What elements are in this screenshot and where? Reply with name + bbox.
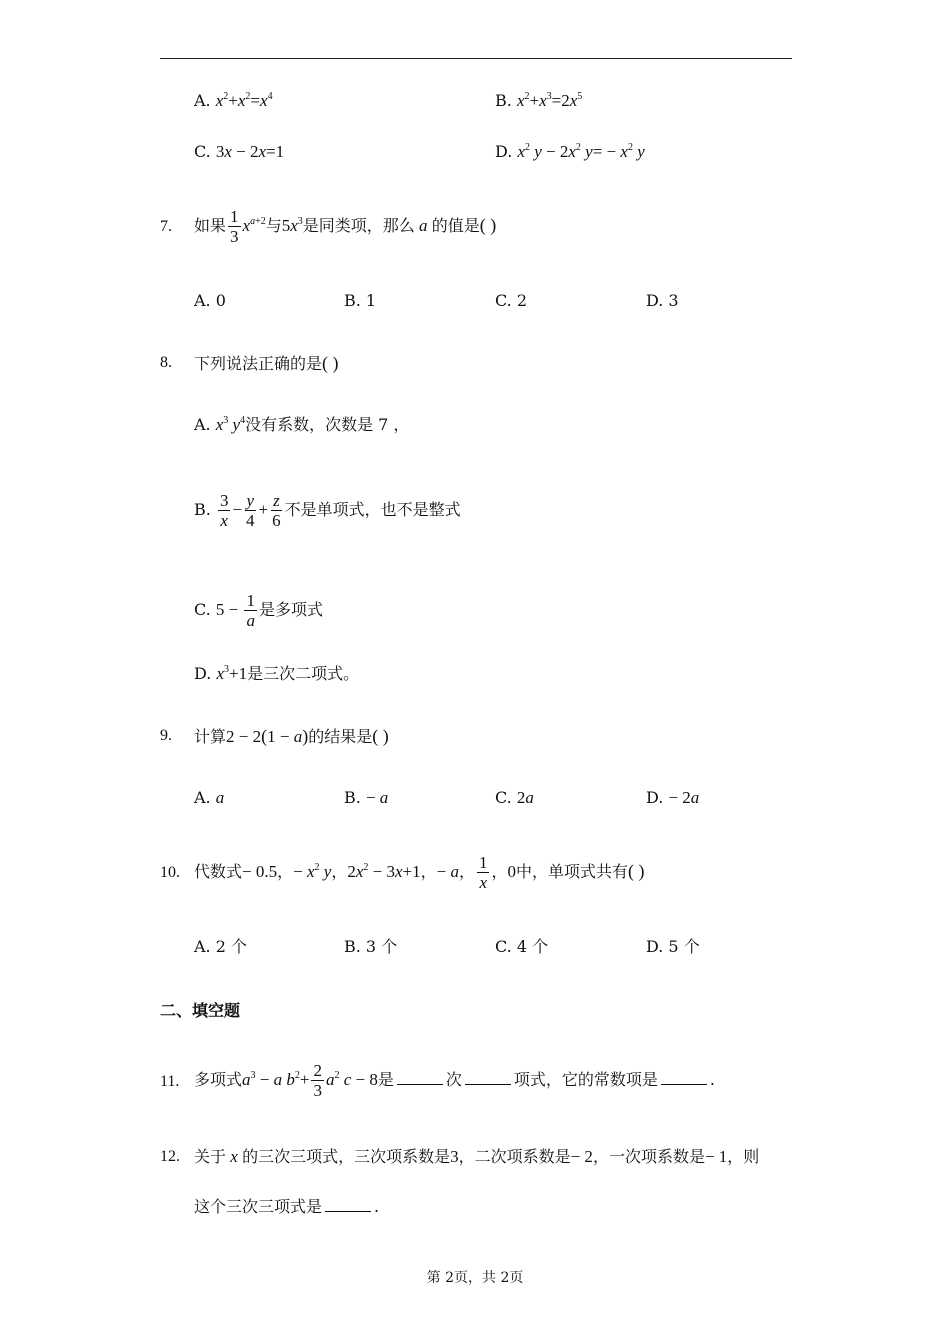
- q10-stem: 代数式− 0.5，− $x^2$ y，$2x^2 - 3x+1$，− a， $\frac{1}{x}$ ，0中，单项式共有( ): [194, 853, 645, 892]
- q11-blank-3[interactable]: [661, 1070, 707, 1085]
- q12-stem-line2: 这个三次三项式是 .: [194, 1197, 380, 1216]
- q10-option-a[interactable]: A. 2 个: [194, 937, 247, 956]
- q11-blank-2[interactable]: [465, 1070, 511, 1085]
- q10-option-c[interactable]: C. 4 个: [495, 937, 549, 956]
- section-title: 二、填空题: [160, 1001, 241, 1020]
- q8-option-a[interactable]: A. $x^3$ $y^4$没有系数，次数是 7 ，: [194, 415, 410, 434]
- q7-option-b[interactable]: B. 1: [344, 291, 377, 310]
- q11-blank-1[interactable]: [397, 1070, 443, 1085]
- q8-option-d[interactable]: D. $x^3+1$是三次二项式。: [194, 664, 360, 683]
- q7-option-c[interactable]: C. 2: [495, 291, 528, 310]
- q8-stem: 下列说法正确的是( ): [194, 353, 339, 373]
- q6-option-c[interactable]: C. 3x − 2x=1: [194, 142, 285, 161]
- q9-number: 9.: [160, 727, 172, 744]
- q7-option-a[interactable]: A. 0: [194, 291, 226, 310]
- q9-option-d[interactable]: D. − 2a: [646, 788, 700, 807]
- q9-option-b[interactable]: B. − a: [344, 788, 389, 807]
- q8-option-b[interactable]: B. $\frac{3}{x}$ − $\frac{y}{4}$ + $\frac{z}{6}$ 不是单项式，也不是整式: [194, 491, 461, 530]
- q9-option-a[interactable]: A. a: [194, 788, 225, 807]
- q10-number: 10.: [160, 864, 180, 881]
- q11-stem: 多项式$a^3 - a$ $b^2+$ $\frac{2}{3}$ $a^2$ c − 8是 次 项式，它的常数项是 .: [194, 1061, 715, 1100]
- q10-option-b[interactable]: B. 3 个: [344, 937, 398, 956]
- q10-option-d[interactable]: D. 5 个: [646, 937, 700, 956]
- q9-stem: 计算2 − 2(1 − a)的结果是( ): [194, 726, 389, 746]
- q8-number: 8.: [160, 354, 172, 371]
- page-footer: 第 2页，共 2页: [426, 1270, 524, 1286]
- q7-option-d[interactable]: D. 3: [646, 291, 679, 310]
- header-rule: [160, 58, 792, 59]
- q12-stem-line1: 关于 x 的三次三项式，三次项系数是3，二次项系数是− 2，一次项系数是− 1，则: [194, 1147, 760, 1166]
- q9-option-c[interactable]: C. 2a: [495, 788, 534, 807]
- q11-number: 11.: [160, 1073, 180, 1090]
- q6-option-d[interactable]: D. $x^2$ $y - 2x^2$ $y= - x^2$ y: [495, 142, 645, 161]
- q6-option-b[interactable]: B. $x^2+x^3=2x^5$: [495, 91, 583, 110]
- q12-blank[interactable]: [325, 1197, 371, 1212]
- q8-option-c[interactable]: C. 5 − $\frac{1}{a}$ 是多项式: [194, 591, 323, 630]
- q12-number: 12.: [160, 1148, 180, 1165]
- q7-stem: 如果 $\frac{1}{3}$ $x^{a+2}$与$5x^3$是同类项，那么 a 的值是( ): [194, 207, 497, 246]
- q7-number: 7.: [160, 218, 172, 235]
- q6-option-a[interactable]: A. $x^2+x^2=x^4$: [194, 91, 273, 110]
